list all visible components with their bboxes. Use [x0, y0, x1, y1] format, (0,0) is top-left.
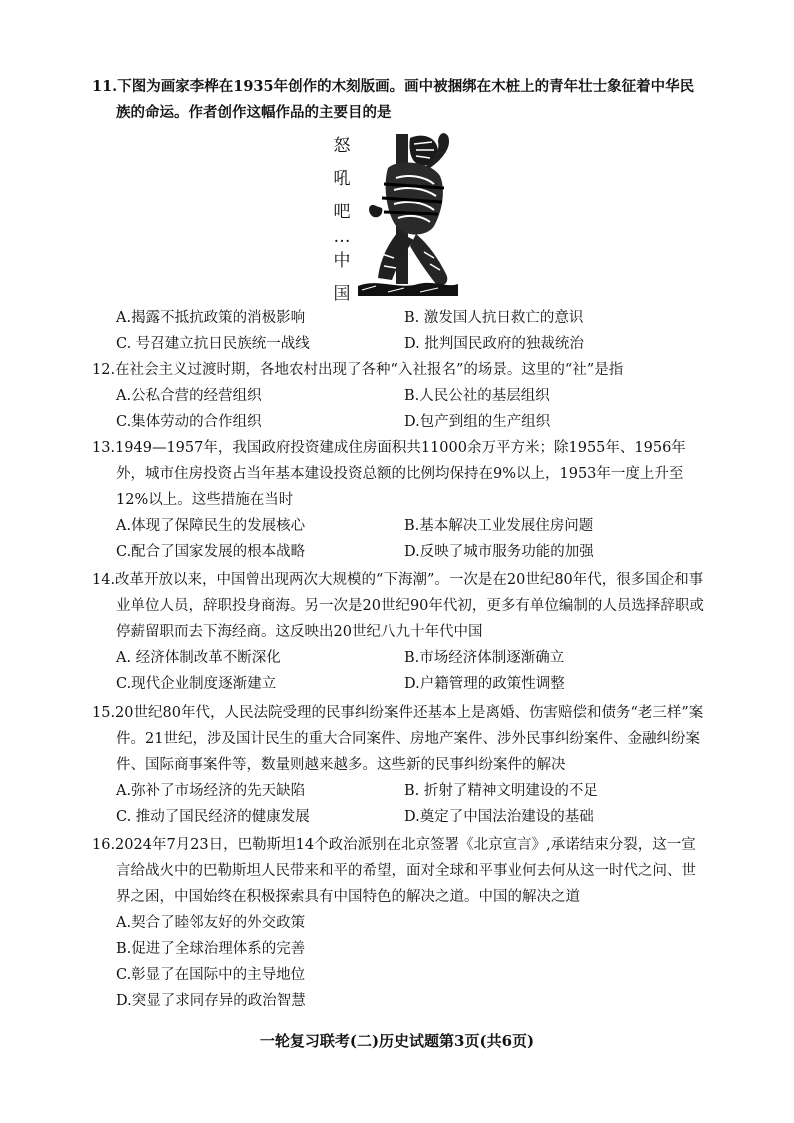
option-row: [116, 331, 704, 357]
option-d: D.突显了求同存异的政治智慧: [116, 993, 306, 1009]
option-row: [116, 513, 704, 539]
option-c: C.配合了国家发展的根本战略: [116, 544, 306, 560]
option-a: A. 经济体制改革不断深化: [116, 650, 281, 666]
caption-char: …: [333, 227, 351, 247]
artwork-caption: [330, 130, 354, 311]
option-a: A.体现了保障民生的发展核心: [116, 518, 306, 534]
option-d: D.反映了城市服务功能的加强: [404, 544, 594, 560]
option-b: B. 激发国人抗日救亡的意识: [404, 310, 584, 326]
option-row: [116, 671, 704, 697]
question-stem: 15.20世纪80年代，人民法院受理的民事纠纷案件还基本上是离婚、伤害赔偿和债务“老三样”案件。21世纪，涉及国计民生的重大合同案件、房地产案件、涉外民事纠纷案件、金融纠纷案件、国际商事案件等，数量则越来越多。这些新的民事纠纷案件的解决: [92, 705, 704, 773]
option-a: A.公私合营的经营组织: [116, 388, 262, 404]
option-d: D. 批判国民政府的独裁统治: [404, 336, 584, 352]
option-c: C. 号召建立抗日民族统一战线: [116, 336, 310, 352]
option-a: A.弥补了市场经济的先天缺陷: [116, 783, 306, 799]
option-b: B.促进了全球治理体系的完善: [116, 941, 306, 957]
option-b: B. 折射了精神文明建设的不足: [404, 783, 598, 799]
option-b: B.人民公社的基层组织: [404, 388, 550, 404]
question-stem: 14.改革开放以来，中国曾出现两次大规模的“下海潮”。一次是在20世纪80年代，很多国企和事业单位人员，辞职投身商海。另一次是20世纪90年代初，更多有单位编制的人员选择辞职或停薪留职而去下海经商。这反映出20世纪八九十年代中国: [92, 572, 704, 640]
option-row: [116, 383, 704, 409]
caption-char: 国: [333, 284, 351, 304]
question-stem: 16.2024年7月23日，巴勒斯坦14个政治派别在北京签署《北京宣言》,承诺结束分裂，这一宣言给战火中的巴勒斯坦人民带来和平的希望，面对全球和平事业何去何从这一时代之问、世界之困，中国始终在积极探索具有中国特色的解决之道。中国的解决之道: [92, 837, 696, 905]
caption-char: 吧: [333, 202, 351, 222]
option-b: B.基本解决工业发展住房问题: [404, 518, 594, 534]
question-12: [92, 357, 704, 435]
option-c: C.集体劳动的合作组织: [116, 414, 262, 430]
option-b: B.市场经济体制逐渐确立: [404, 650, 565, 666]
question-14: [92, 567, 704, 697]
page-footer: 一轮复习联考(二)历史试题第3页(共6页): [259, 1032, 535, 1050]
question-15: [92, 700, 704, 830]
option-row: [116, 778, 704, 804]
question-13: [92, 435, 704, 565]
caption-char: 中: [333, 251, 351, 271]
question-stem: 12.在社会主义过渡时期，各地农村出现了各种“入社报名”的场景。这里的“社”是指: [92, 362, 624, 378]
option-d: D.奠定了中国法治建设的基础: [404, 809, 594, 825]
woodcut-figure-image: [358, 128, 458, 296]
option-row: [116, 539, 704, 565]
question-11: [92, 74, 704, 126]
option-row: [116, 409, 704, 435]
option-a: A.揭露不抵抗政策的消极影响: [116, 310, 306, 326]
option-a: A.契合了睦邻友好的外交政策: [116, 915, 306, 931]
caption-char: 怒: [333, 136, 351, 156]
question-stem: 11.下图为画家李桦在1935年创作的木刻版画。画中被捆绑在木桩上的青年壮士象征着中华民族的命运。作者创作这幅作品的主要目的是: [92, 78, 695, 121]
option-row: [116, 804, 704, 830]
option-d: D.包产到组的生产组织: [404, 414, 551, 430]
caption-char: 吼: [333, 169, 351, 189]
option-d: D.户籍管理的政策性调整: [404, 676, 565, 692]
question-11-options: [92, 305, 704, 357]
question-16: [92, 832, 704, 1014]
option-row: [116, 305, 704, 331]
option-row: [116, 645, 704, 671]
option-c: C.彰显了在国际中的主导地位: [116, 967, 306, 983]
question-stem: 13.1949—1957年，我国政府投资建成住房面积共11000余万平方米；除1955年、1956年外，城市住房投资占当年基本建设投资总额的比例均保持在9%以上，1953年一度上升至12%以上。这些措施在当时: [92, 440, 686, 508]
option-c: C. 推动了国民经济的健康发展: [116, 809, 310, 825]
option-c: C.现代企业制度逐渐建立: [116, 676, 277, 692]
